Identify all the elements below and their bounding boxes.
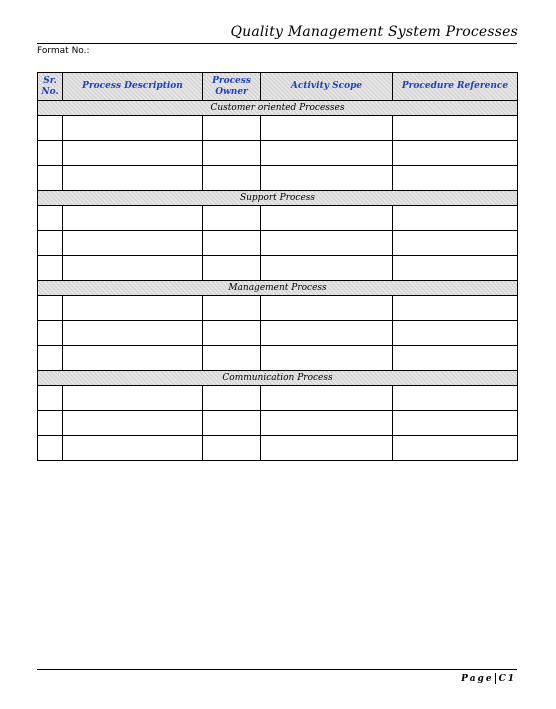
- cell-process-owner[interactable]: [203, 346, 261, 371]
- table-row: [38, 231, 518, 256]
- cell-process-description[interactable]: [63, 116, 203, 141]
- cell-process-description[interactable]: [63, 346, 203, 371]
- cell-sr-no[interactable]: [38, 231, 63, 256]
- cell-procedure-reference[interactable]: [393, 321, 518, 346]
- cell-process-owner[interactable]: [203, 141, 261, 166]
- cell-procedure-reference[interactable]: [393, 166, 518, 191]
- cell-activity-scope[interactable]: [261, 141, 393, 166]
- cell-sr-no[interactable]: [38, 321, 63, 346]
- cell-activity-scope[interactable]: [261, 386, 393, 411]
- cell-sr-no[interactable]: [38, 411, 63, 436]
- cell-process-owner[interactable]: [203, 206, 261, 231]
- cell-process-owner[interactable]: [203, 386, 261, 411]
- cell-activity-scope[interactable]: [261, 296, 393, 321]
- cell-process-description[interactable]: [63, 256, 203, 281]
- section-title: Management Process: [38, 281, 518, 296]
- table-row: [38, 296, 518, 321]
- section-title: Support Process: [38, 191, 518, 206]
- cell-process-owner[interactable]: [203, 166, 261, 191]
- cell-sr-no[interactable]: [38, 206, 63, 231]
- cell-process-owner[interactable]: [203, 321, 261, 346]
- cell-process-description[interactable]: [63, 386, 203, 411]
- header-procedure-reference: Procedure Reference: [393, 73, 518, 101]
- cell-activity-scope[interactable]: [261, 256, 393, 281]
- cell-process-description[interactable]: [63, 141, 203, 166]
- cell-process-description[interactable]: [63, 411, 203, 436]
- header-process-description: Process Description: [63, 73, 203, 101]
- cell-process-description[interactable]: [63, 321, 203, 346]
- cell-process-description[interactable]: [63, 231, 203, 256]
- section-row-support: [38, 191, 518, 206]
- cell-sr-no[interactable]: [38, 141, 63, 166]
- table-row: [38, 436, 518, 461]
- header-process-owner: Process Owner: [203, 73, 261, 101]
- table-row: [38, 411, 518, 436]
- cell-sr-no[interactable]: [38, 256, 63, 281]
- cell-procedure-reference[interactable]: [393, 436, 518, 461]
- section-row-communication: [38, 371, 518, 386]
- section-row-customer-oriented: [38, 101, 518, 116]
- table-row: [38, 321, 518, 346]
- cell-activity-scope[interactable]: [261, 321, 393, 346]
- table-row: [38, 116, 518, 141]
- cell-procedure-reference[interactable]: [393, 231, 518, 256]
- table-row: [38, 346, 518, 371]
- cell-activity-scope[interactable]: [261, 231, 393, 256]
- table-row: [38, 166, 518, 191]
- cell-activity-scope[interactable]: [261, 436, 393, 461]
- table-row: [38, 256, 518, 281]
- cell-procedure-reference[interactable]: [393, 411, 518, 436]
- cell-activity-scope[interactable]: [261, 206, 393, 231]
- cell-procedure-reference[interactable]: [393, 346, 518, 371]
- section-title: Communication Process: [38, 371, 518, 386]
- footer-divider: [37, 669, 517, 670]
- cell-process-description[interactable]: [63, 436, 203, 461]
- cell-activity-scope[interactable]: [261, 411, 393, 436]
- cell-sr-no[interactable]: [38, 436, 63, 461]
- cell-procedure-reference[interactable]: [393, 206, 518, 231]
- document-title: Quality Management System Processes: [230, 24, 518, 40]
- cell-sr-no[interactable]: [38, 116, 63, 141]
- header-activity-scope: Activity Scope: [261, 73, 393, 101]
- cell-sr-no[interactable]: [38, 296, 63, 321]
- process-table: [37, 72, 518, 461]
- cell-activity-scope[interactable]: [261, 116, 393, 141]
- cell-sr-no[interactable]: [38, 386, 63, 411]
- table-row: [38, 206, 518, 231]
- cell-procedure-reference[interactable]: [393, 296, 518, 321]
- cell-activity-scope[interactable]: [261, 166, 393, 191]
- cell-process-description[interactable]: [63, 166, 203, 191]
- page-word: Page: [461, 674, 494, 684]
- cell-process-owner[interactable]: [203, 231, 261, 256]
- cell-process-owner[interactable]: [203, 436, 261, 461]
- section-row-management: [38, 281, 518, 296]
- section-title: Customer oriented Processes: [38, 101, 518, 116]
- cell-process-owner[interactable]: [203, 256, 261, 281]
- cell-process-description[interactable]: [63, 296, 203, 321]
- cell-process-owner[interactable]: [203, 116, 261, 141]
- table-header-row: [38, 73, 518, 101]
- header-divider: [37, 43, 517, 44]
- cell-procedure-reference[interactable]: [393, 256, 518, 281]
- cell-sr-no[interactable]: [38, 166, 63, 191]
- cell-process-owner[interactable]: [203, 411, 261, 436]
- table-row: [38, 386, 518, 411]
- cell-process-description[interactable]: [63, 206, 203, 231]
- cell-procedure-reference[interactable]: [393, 141, 518, 166]
- table-row: [38, 141, 518, 166]
- cell-procedure-reference[interactable]: [393, 116, 518, 141]
- format-number-label: Format No.:: [37, 46, 90, 56]
- cell-activity-scope[interactable]: [261, 346, 393, 371]
- cell-process-owner[interactable]: [203, 296, 261, 321]
- page-number: C1: [498, 674, 516, 684]
- cell-procedure-reference[interactable]: [393, 386, 518, 411]
- page-separator: [495, 673, 496, 684]
- page-number-footer: [461, 673, 516, 684]
- header-sr-no: Sr. No.: [38, 73, 63, 101]
- cell-sr-no[interactable]: [38, 346, 63, 371]
